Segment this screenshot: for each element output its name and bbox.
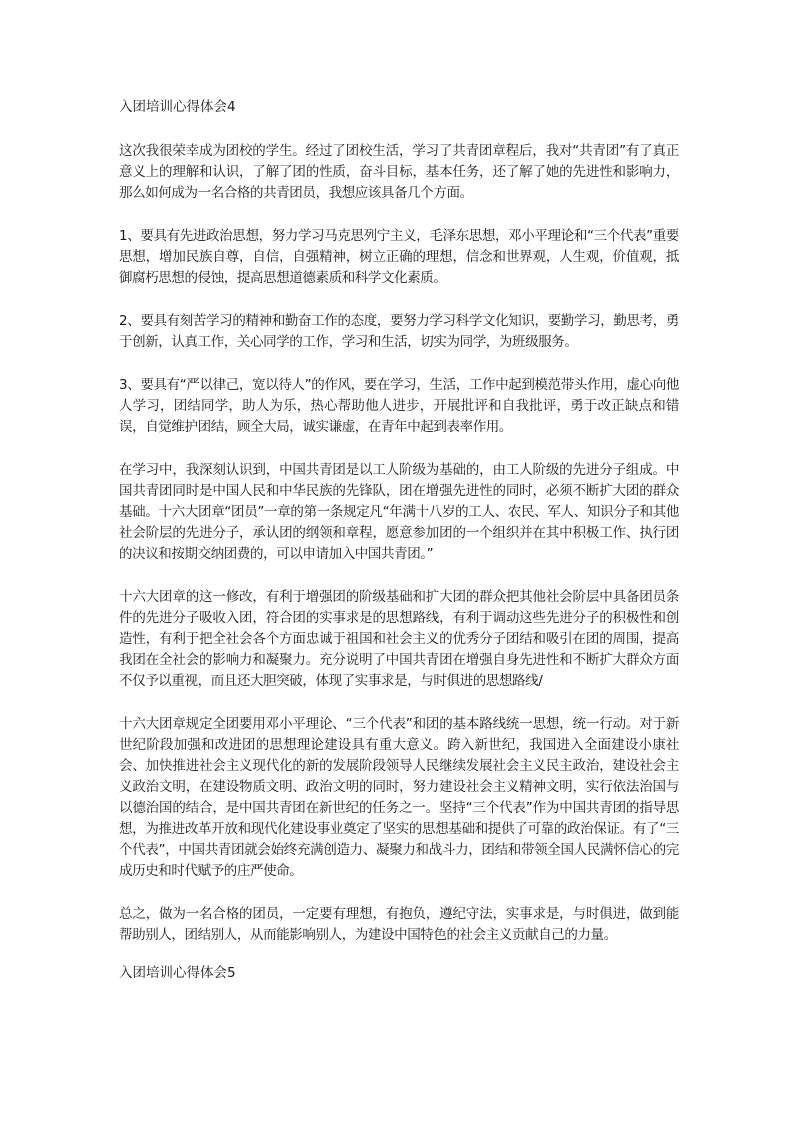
paragraph-ideology: 十六大团章规定全团要用邓小平理论、“三个代表”和团的基本路线统一思想，统一行动。对于新世纪阶段加强和改进团的思想理论建设具有重大意义。跨入新世纪，我国进入全面建设小康社会、加快推进社会主义现代化的新的发展阶段领导人民继续发展社会主义民主政治，建设社会主义政治文明，在建设物质文明、政治文明的同时，努力建设社会主义精神文明，实行依法治国与以德治国的结合，是中国共青团在新世纪的任务之一。坚持“三个代表”作为中国共青团的指导思想，为推进改革开放和现代化建设事业奠定了坚实的思想基础和提供了可靠的政治保证。有了“三个代表”，中国共青团就会始终充满创造力、凝聚力和战斗力，团结和带领全国人民满怀信心的完成历史和时代赋予的庄严使命。: [119, 716, 679, 879]
document-page: [119, 98, 679, 982]
paragraph-point-2: 2、要具有刻苦学习的精神和勤奋工作的态度，要努力学习科学文化知识，要勤学习，勤思考，勇于创新，认真工作，关心同学的工作，学习和生活，切实为同学，为班级服务。: [119, 313, 679, 350]
paragraph-intro: 这次我很荣幸成为团校的学生。经过了团校生活，学习了共青团章程后，我对“共青团”有了真正意义上的理解和认识，了解了团的性质，奋斗目标，基本任务，还了解了她的先进性和影响力，那么如何成为一名合格的共青团员，我想应该具备几个方面。: [119, 143, 679, 201]
section-heading-next: 入团培训心得体会5: [119, 965, 236, 981]
paragraph-amendment: 十六大团章的这一修改，有利于增强团的阶级基础和扩大团的群众把其他社会阶层中具备团员条件的先进分子吸收入团，符合团的实事求是的思想路线，有利于调动这些先进分子的积极性和创造性，有利于把全社会各个方面忠诚于祖国和社会主义的优秀分子团结和吸引在团的周围，提高我团在全社会的影响力和凝聚力。充分说明了中国共青团在增强自身先进性和不断扩大群众方面不仅予以重视，而且还大胆突破，体现了实事求是，与时俱进的思想路线/: [119, 589, 679, 689]
section-heading: 入团培训心得体会4: [119, 99, 236, 115]
paragraph-learning: 在学习中，我深刻认识到，中国共青团是以工人阶级为基础的，由工人阶级的先进分子组成。中国共青团同时是中国人民和中华民族的先锋队，团在增强先进性的同时，必须不断扩大团的群众基础。十六大团章“团员”一章的第一条规定凡“年满十八岁的工人、农民、军人、知识分子和其他社会阶层的先进分子，承认团的纲领和章程，愿意参加团的一个组织并在其中积极工作、执行团的决议和按期交纳团费的，可以申请加入中国共青团。”: [119, 462, 679, 562]
paragraph-point-3: 3、要具有“严以律己，宽以待人”的作风，要在学习，生活，工作中起到模范带头作用，虚心向他人学习，团结同学，助人为乐，热心帮助他人进步，开展批评和自我批评，勇于改正缺点和错误，自觉维护团结，顾全大局，诚实谦虚，在青年中起到表率作用。: [119, 377, 679, 435]
paragraph-conclusion: 总之，做为一名合格的团员，一定要有理想，有抱负，遵纪守法，实事求是，与时俱进，做到能帮助别人，团结别人，从而能影响别人，为建设中国特色的社会主义贡献自己的力量。: [119, 906, 679, 943]
paragraph-point-1: 1、要具有先进政治思想，努力学习马克思列宁主义，毛泽东思想，邓小平理论和“三个代表”重要思想，增加民族自尊，自信，自强精神，树立正确的理想，信念和世界观，人生观，价值观，抵御腐朽思想的侵蚀，提高思想道德素质和科学文化素质。: [119, 228, 679, 286]
